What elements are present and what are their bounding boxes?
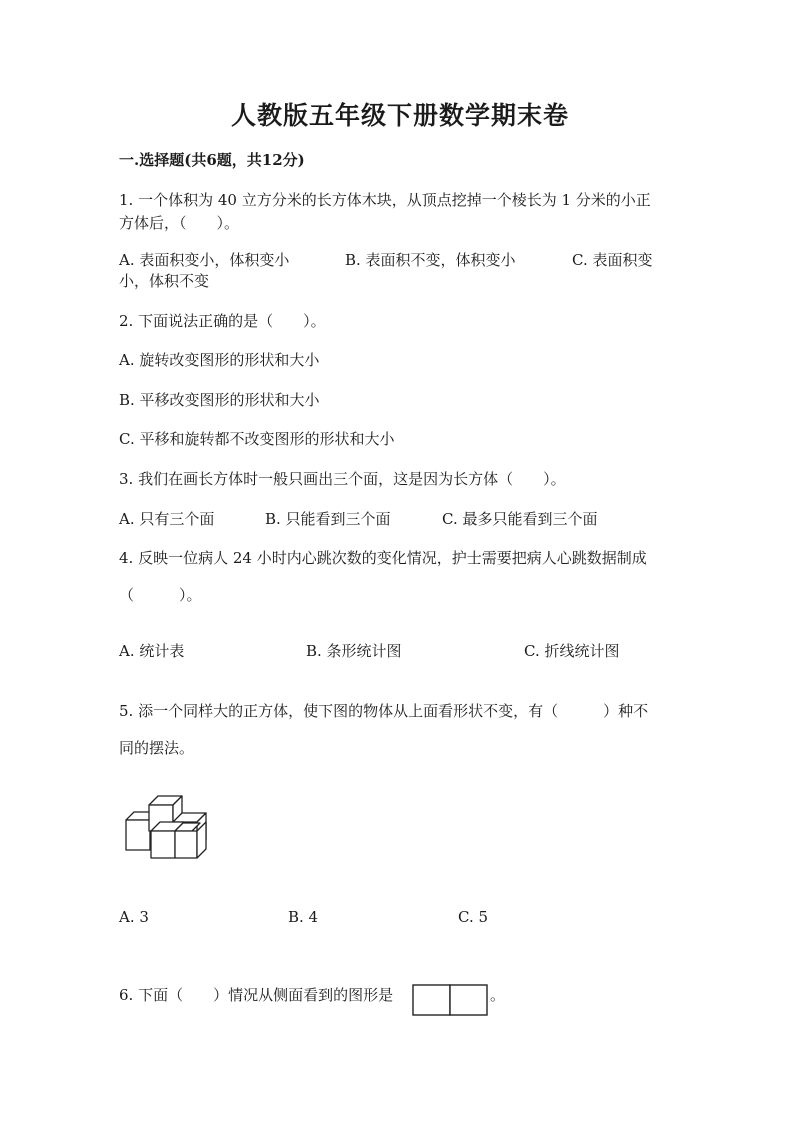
question-5-option-a: A. 3 <box>119 908 149 926</box>
question-4-option-a: A. 统计表 <box>119 642 185 660</box>
question-1-option-c: C. 表面积变 <box>572 251 653 269</box>
question-1-option-b: B. 表面积不变，体积变小 <box>345 251 516 269</box>
question-6-stem-end: 。 <box>490 986 506 1004</box>
question-4-option-b: B. 条形统计图 <box>306 642 402 660</box>
two-square-side-view-figure <box>412 984 488 1016</box>
question-2-option-c: C. 平移和旋转都不改变图形的形状和大小 <box>119 430 395 448</box>
question-2-stem: 2. 下面说法正确的是（ ）。 <box>119 312 326 330</box>
question-1-line-2: 方体后，（ ）。 <box>119 214 240 232</box>
question-2-option-b: B. 平移改变图形的形状和大小 <box>119 391 320 409</box>
question-4-option-c: C. 折线统计图 <box>524 642 620 660</box>
question-1-option-c-wrap: 小，体积不变 <box>119 272 210 290</box>
question-2-option-a: A. 旋转改变图形的形状和大小 <box>119 351 320 369</box>
question-1-option-a: A. 表面积变小，体积变小 <box>119 251 290 269</box>
cube-stack-figure <box>118 790 218 865</box>
question-6-stem: 6. 下面（ ）情况从侧面看到的图形是 <box>119 986 394 1004</box>
page-title: 人教版五年级下册数学期末卷 <box>230 101 569 130</box>
question-5-line-2: 同的摆法。 <box>119 739 195 757</box>
question-4-line-2: （ ）。 <box>119 586 202 604</box>
question-3-stem: 3. 我们在画长方体时一般只画出三个面，这是因为长方体（ ）。 <box>119 470 566 488</box>
question-3-option-c: C. 最多只能看到三个面 <box>442 510 598 528</box>
question-5-option-c: C. 5 <box>458 908 489 926</box>
question-5-line-1: 5. 添一个同样大的正方体，使下图的物体从上面看形状不变，有（ ）种不 <box>119 702 649 720</box>
question-4-line-1: 4. 反映一位病人 24 小时内心跳次数的变化情况，护士需要把病人心跳数据制成 <box>119 549 647 567</box>
question-1-line-1: 1. 一个体积为 40 立方分米的长方体木块，从顶点挖掉一个棱长为 1 分米的小正 <box>119 191 651 209</box>
question-5-option-b: B. 4 <box>288 908 319 926</box>
question-3-option-a: A. 只有三个面 <box>119 510 215 528</box>
question-3-option-b: B. 只能看到三个面 <box>265 510 391 528</box>
section-heading: 一.选择题(共6题，共12分) <box>119 151 305 169</box>
